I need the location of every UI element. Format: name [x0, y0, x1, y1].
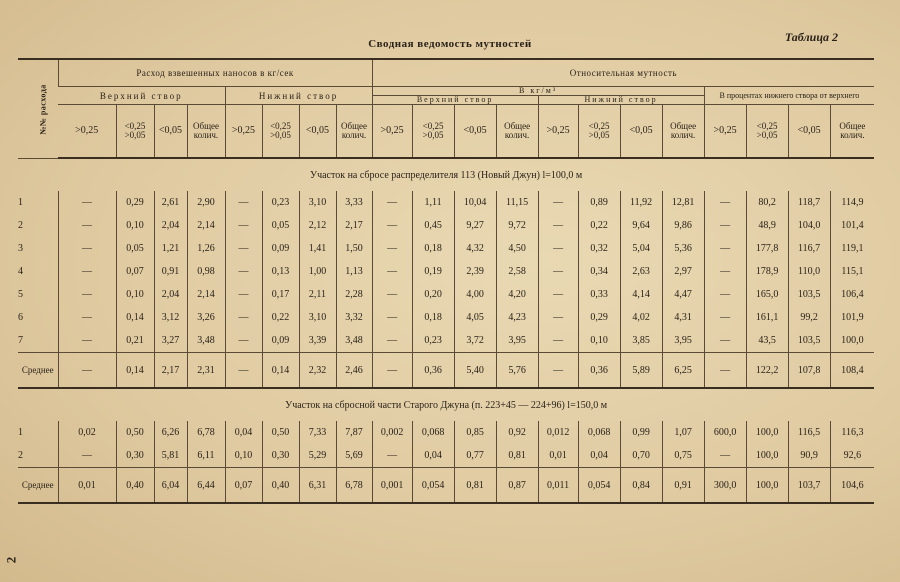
table-cell: 116,3: [830, 421, 874, 444]
table-cell: 118,7: [788, 191, 830, 214]
table-cell: 0,91: [154, 260, 187, 283]
col-header-lt: <0,05: [154, 105, 187, 159]
table-cell: 2,04: [154, 214, 187, 237]
table-cell: —: [225, 306, 262, 329]
table-cell: 0,10: [116, 283, 154, 306]
table-cell: 0,18: [412, 306, 454, 329]
table-cell: —: [225, 283, 262, 306]
table-cell: 114,9: [830, 191, 874, 214]
table-cell: 11,92: [620, 191, 662, 214]
table-cell: 106,4: [830, 283, 874, 306]
table-cell: 3,95: [496, 329, 538, 353]
col-header-lt: <0,05: [620, 105, 662, 159]
table-row: [18, 260, 874, 283]
table-cell: 92,6: [830, 444, 874, 468]
table-cell: 0,09: [262, 237, 299, 260]
table-cell: 0,002: [372, 421, 412, 444]
col-header-lt: <0,05: [454, 105, 496, 159]
table-cell: —: [538, 306, 578, 329]
col-header-gt: >0,25: [225, 105, 262, 159]
average-cell: 2,31: [187, 353, 225, 389]
average-cell: 107,8: [788, 353, 830, 389]
table-cell: 3,95: [662, 329, 704, 353]
table-cell: 103,5: [788, 283, 830, 306]
average-cell: 0,87: [496, 468, 538, 504]
average-cell: 0,40: [116, 468, 154, 504]
table-cell: —: [538, 237, 578, 260]
col-header-total-text: Общее колич.: [839, 120, 866, 140]
average-cell: 6,04: [154, 468, 187, 504]
table-cell: 1,00: [299, 260, 336, 283]
table-cell: 0,99: [620, 421, 662, 444]
average-cell: —: [225, 353, 262, 389]
table-cell: —: [372, 329, 412, 353]
row-number: 2: [18, 220, 23, 231]
col-header-mid-text: <0,25 >0,05: [124, 120, 146, 140]
table-cell: 0,22: [262, 306, 299, 329]
average-cell: 0,07: [225, 468, 262, 504]
table-cell: 116,7: [788, 237, 830, 260]
column-headers-row: [18, 105, 874, 159]
table-cell: 0,34: [578, 260, 620, 283]
col-header-total-text: Общее колич.: [341, 120, 368, 140]
table-cell: 119,1: [830, 237, 874, 260]
table-cell: 2,63: [620, 260, 662, 283]
table-cell: —: [704, 283, 746, 306]
col-header-total: [336, 105, 372, 159]
table-cell: 1,07: [662, 421, 704, 444]
table-cell: —: [538, 283, 578, 306]
table-cell: 100,0: [746, 421, 788, 444]
col-header-total: [830, 105, 874, 159]
table-cell: 2,97: [662, 260, 704, 283]
average-cell: 5,40: [454, 353, 496, 389]
table-cell: 0,98: [187, 260, 225, 283]
average-cell: 6,25: [662, 353, 704, 389]
table-cell: 0,04: [412, 444, 454, 468]
table-cell: 177,8: [746, 237, 788, 260]
table-cell: 178,9: [746, 260, 788, 283]
table-cell: —: [704, 260, 746, 283]
table-row: [18, 421, 874, 444]
table-cell: 101,9: [830, 306, 874, 329]
table-cell: —: [372, 260, 412, 283]
table-cell: 0,19: [412, 260, 454, 283]
table-cell: 6,26: [154, 421, 187, 444]
table-cell: 0,70: [620, 444, 662, 468]
table-cell: 99,2: [788, 306, 830, 329]
table-cell: 90,9: [788, 444, 830, 468]
table-cell: 5,81: [154, 444, 187, 468]
table-cell: 0,45: [412, 214, 454, 237]
table-cell: 0,04: [225, 421, 262, 444]
table-cell: 0,09: [262, 329, 299, 353]
table-cell: 0,01: [538, 444, 578, 468]
row-number: 2: [18, 450, 23, 461]
table-cell: 3,33: [336, 191, 372, 214]
average-cell: 0,91: [662, 468, 704, 504]
table-cell: 0,77: [454, 444, 496, 468]
table-cell: —: [372, 306, 412, 329]
table-cell: 0,18: [412, 237, 454, 260]
average-cell: 0,84: [620, 468, 662, 504]
table-cell: 5,36: [662, 237, 704, 260]
table-cell: 1,50: [336, 237, 372, 260]
table-cell: 0,81: [496, 444, 538, 468]
average-cell: 0,011: [538, 468, 578, 504]
average-cell: —: [372, 353, 412, 389]
average-cell: 122,2: [746, 353, 788, 389]
table-cell: 0,30: [262, 444, 299, 468]
col-header-mid-text: <0,25 >0,05: [422, 120, 444, 140]
row-number: 6: [18, 312, 23, 323]
table-cell: 101,4: [830, 214, 874, 237]
average-cell: 0,36: [412, 353, 454, 389]
table-cell: 4,50: [496, 237, 538, 260]
table-cell: 2,14: [187, 214, 225, 237]
table-cell: 4,23: [496, 306, 538, 329]
upper-station-header: Верхний створ: [58, 87, 225, 105]
table-cell: 3,26: [187, 306, 225, 329]
table-cell: 110,0: [788, 260, 830, 283]
col-header-gt: >0,25: [372, 105, 412, 159]
table-cell: —: [704, 306, 746, 329]
table-cell: —: [58, 329, 116, 353]
average-cell: 103,7: [788, 468, 830, 504]
table-cell: 2,39: [454, 260, 496, 283]
col-header-mid: [746, 105, 788, 159]
table-body: [18, 158, 874, 503]
table-row: [18, 237, 874, 260]
table-row: [18, 444, 874, 468]
table-cell: 6,11: [187, 444, 225, 468]
table-cell: 0,32: [578, 237, 620, 260]
table-cell: —: [225, 191, 262, 214]
table-cell: 0,22: [578, 214, 620, 237]
table-cell: 3,12: [154, 306, 187, 329]
table-cell: —: [704, 444, 746, 468]
table-row: [18, 214, 874, 237]
section-title: Участок на сбросе распределителя 113 (Новый Джун) l=100,0 м: [309, 169, 583, 181]
table-cell: 2,04: [154, 283, 187, 306]
row-number: 1: [18, 197, 23, 208]
table-cell: 1,41: [299, 237, 336, 260]
average-cell: 0,01: [58, 468, 116, 504]
average-cell: 0,36: [578, 353, 620, 389]
table-cell: 116,5: [788, 421, 830, 444]
col-header-lt: <0,05: [299, 105, 336, 159]
row-number: 7: [18, 335, 23, 346]
col-header-total: [662, 105, 704, 159]
table-cell: 3,85: [620, 329, 662, 353]
table-cell: 0,89: [578, 191, 620, 214]
table-cell: 0,33: [578, 283, 620, 306]
average-cell: —: [58, 353, 116, 389]
table-cell: 0,10: [116, 214, 154, 237]
table-cell: 7,33: [299, 421, 336, 444]
table-cell: 0,23: [412, 329, 454, 353]
table-cell: 0,30: [116, 444, 154, 468]
col-header-mid-text: <0,25 >0,05: [588, 120, 610, 140]
average-cell: —: [538, 353, 578, 389]
section-title-row: [18, 388, 874, 421]
table-cell: 0,17: [262, 283, 299, 306]
table-cell: —: [58, 237, 116, 260]
average-cell: 108,4: [830, 353, 874, 389]
col-header-mid-text: <0,25 >0,05: [270, 120, 291, 140]
average-row: [18, 353, 874, 389]
table-cell: —: [225, 329, 262, 353]
table-cell: 2,14: [187, 283, 225, 306]
table-cell: 3,32: [336, 306, 372, 329]
table-cell: 0,23: [262, 191, 299, 214]
average-cell: 0,001: [372, 468, 412, 504]
table-cell: 4,14: [620, 283, 662, 306]
table-cell: 0,10: [578, 329, 620, 353]
average-cell: 2,32: [299, 353, 336, 389]
table-cell: 2,12: [299, 214, 336, 237]
table-cell: 43,5: [746, 329, 788, 353]
table-cell: 103,5: [788, 329, 830, 353]
table-cell: —: [58, 283, 116, 306]
page-number: 2: [3, 556, 19, 564]
row-number: 3: [18, 243, 23, 254]
upper-station-header-2: Верхний створ: [373, 96, 539, 104]
table-cell: 1,11: [412, 191, 454, 214]
discharge-header: Расход взвешенных наносов в кг/сек: [58, 59, 372, 87]
table-cell: 0,02: [58, 421, 116, 444]
table-cell: 2,61: [154, 191, 187, 214]
table-row: [18, 329, 874, 353]
table-cell: 2,28: [336, 283, 372, 306]
table-cell: 0,068: [412, 421, 454, 444]
col-header-lt: <0,05: [788, 105, 830, 159]
average-label: Среднее: [18, 353, 58, 389]
table-cell: 0,04: [578, 444, 620, 468]
average-cell: 0,054: [412, 468, 454, 504]
table-cell: 3,27: [154, 329, 187, 353]
table-cell: —: [58, 191, 116, 214]
average-cell: 104,6: [830, 468, 874, 504]
average-cell: 5,76: [496, 353, 538, 389]
table-cell: 0,50: [262, 421, 299, 444]
table-cell: 2,17: [336, 214, 372, 237]
table-cell: —: [225, 260, 262, 283]
row-number: 1: [18, 427, 23, 438]
col-header-mid-text: <0,25 >0,05: [756, 120, 778, 140]
col-header-total: [496, 105, 538, 159]
col-header-gt: >0,25: [538, 105, 578, 159]
table-cell: 0,068: [578, 421, 620, 444]
average-cell: 6,78: [336, 468, 372, 504]
table-cell: 0,29: [578, 306, 620, 329]
table-cell: —: [704, 191, 746, 214]
table-cell: 4,32: [454, 237, 496, 260]
table-cell: 0,07: [116, 260, 154, 283]
kg-m3-block: [372, 87, 704, 105]
table-cell: 6,78: [187, 421, 225, 444]
table-cell: 5,69: [336, 444, 372, 468]
table-cell: —: [225, 214, 262, 237]
row-number: 4: [18, 266, 23, 277]
table-cell: 0,29: [116, 191, 154, 214]
table-cell: 0,14: [116, 306, 154, 329]
table-cell: 9,72: [496, 214, 538, 237]
table-cell: 80,2: [746, 191, 788, 214]
average-cell: 0,14: [116, 353, 154, 389]
table-cell: 3,10: [299, 191, 336, 214]
table-cell: 115,1: [830, 260, 874, 283]
table-cell: 1,21: [154, 237, 187, 260]
section-title: Участок на сбросной части Старого Джуна (п. 223+45 — 224+96) l=150,0 м: [285, 399, 608, 411]
table-cell: 4,05: [454, 306, 496, 329]
table-cell: 100,0: [830, 329, 874, 353]
table-cell: 5,04: [620, 237, 662, 260]
table-cell: 7,87: [336, 421, 372, 444]
table-cell: —: [704, 329, 746, 353]
lower-station-header: Нижний створ: [225, 87, 372, 105]
table-cell: 0,012: [538, 421, 578, 444]
table-cell: —: [704, 237, 746, 260]
table-cell: —: [538, 329, 578, 353]
table-cell: 600,0: [704, 421, 746, 444]
average-cell: 300,0: [704, 468, 746, 504]
table-row: [18, 306, 874, 329]
average-cell: 0,81: [454, 468, 496, 504]
table-cell: 3,48: [187, 329, 225, 353]
table-cell: —: [58, 214, 116, 237]
table-cell: 5,29: [299, 444, 336, 468]
table-cell: 4,31: [662, 306, 704, 329]
table-cell: —: [225, 237, 262, 260]
average-cell: 6,31: [299, 468, 336, 504]
table-cell: —: [538, 260, 578, 283]
col-header-gt: >0,25: [58, 105, 116, 159]
table-cell: 165,0: [746, 283, 788, 306]
average-cell: 100,0: [746, 468, 788, 504]
table-cell: 1,26: [187, 237, 225, 260]
table-cell: 0,10: [225, 444, 262, 468]
table-cell: 9,27: [454, 214, 496, 237]
average-cell: 0,14: [262, 353, 299, 389]
table-row: [18, 191, 874, 214]
table-cell: 0,13: [262, 260, 299, 283]
table-cell: 48,9: [746, 214, 788, 237]
col-header-total-text: Общее колич.: [504, 120, 531, 140]
turbidity-table: [18, 58, 874, 504]
table-cell: 4,02: [620, 306, 662, 329]
average-cell: 0,054: [578, 468, 620, 504]
table-cell: 0,21: [116, 329, 154, 353]
table-cell: 3,10: [299, 306, 336, 329]
table-cell: —: [372, 214, 412, 237]
table-cell: 4,00: [454, 283, 496, 306]
table-cell: —: [372, 283, 412, 306]
table-cell: 0,05: [116, 237, 154, 260]
table-cell: 9,86: [662, 214, 704, 237]
table-cell: —: [538, 214, 578, 237]
col-num-header: №№ расхода: [18, 59, 58, 158]
col-header-total-text: Общее колич.: [670, 120, 697, 140]
kg-m3-header: В кг/м³: [373, 87, 704, 96]
table-cell: 2,90: [187, 191, 225, 214]
col-header-mid: [412, 105, 454, 159]
table-cell: 12,81: [662, 191, 704, 214]
average-row: [18, 468, 874, 504]
lower-station-header-2: Нижний створ: [584, 95, 658, 104]
table-cell: —: [58, 444, 116, 468]
col-header-gt: >0,25: [704, 105, 746, 159]
table-cell: 0,92: [496, 421, 538, 444]
row-number: 5: [18, 289, 23, 300]
table-cell: 3,39: [299, 329, 336, 353]
table-cell: 0,20: [412, 283, 454, 306]
table-cell: —: [372, 191, 412, 214]
table-cell: —: [372, 237, 412, 260]
table-cell: —: [538, 191, 578, 214]
average-cell: 2,17: [154, 353, 187, 389]
table-cell: 4,47: [662, 283, 704, 306]
table-cell: 100,0: [746, 444, 788, 468]
table-cell: 2,58: [496, 260, 538, 283]
table-cell: —: [704, 214, 746, 237]
average-cell: 0,40: [262, 468, 299, 504]
average-cell: 2,46: [336, 353, 372, 389]
table-label: Таблица 2: [784, 30, 838, 44]
table-cell: —: [58, 260, 116, 283]
table-cell: 0,05: [262, 214, 299, 237]
average-cell: 6,44: [187, 468, 225, 504]
page-title: Сводная ведомость мутностей: [368, 38, 532, 50]
table-cell: 161,1: [746, 306, 788, 329]
table-cell: 3,48: [336, 329, 372, 353]
average-cell: —: [704, 353, 746, 389]
table-cell: 0,85: [454, 421, 496, 444]
percent-header: В процентах нижнего створа от верхнего: [704, 87, 874, 105]
table-cell: 3,72: [454, 329, 496, 353]
table-row: [18, 283, 874, 306]
table-cell: 104,0: [788, 214, 830, 237]
table-cell: 0,50: [116, 421, 154, 444]
section-title-row: [18, 158, 874, 191]
table-cell: 1,13: [336, 260, 372, 283]
table-cell: —: [58, 306, 116, 329]
col-header-total: [187, 105, 225, 159]
col-header-mid: [262, 105, 299, 159]
col-header-mid: [116, 105, 154, 159]
average-label: Среднее: [18, 468, 58, 504]
table-cell: 9,64: [620, 214, 662, 237]
table-cell: —: [372, 444, 412, 468]
table-cell: 2,11: [299, 283, 336, 306]
col-header-total-text: Общее колич.: [193, 120, 219, 140]
average-cell: 5,89: [620, 353, 662, 389]
table-cell: 0,75: [662, 444, 704, 468]
turbidity-header: Относительная мутность: [372, 59, 874, 87]
table-cell: 10,04: [454, 191, 496, 214]
table-cell: 11,15: [496, 191, 538, 214]
col-header-mid: [578, 105, 620, 159]
table-cell: 4,20: [496, 283, 538, 306]
